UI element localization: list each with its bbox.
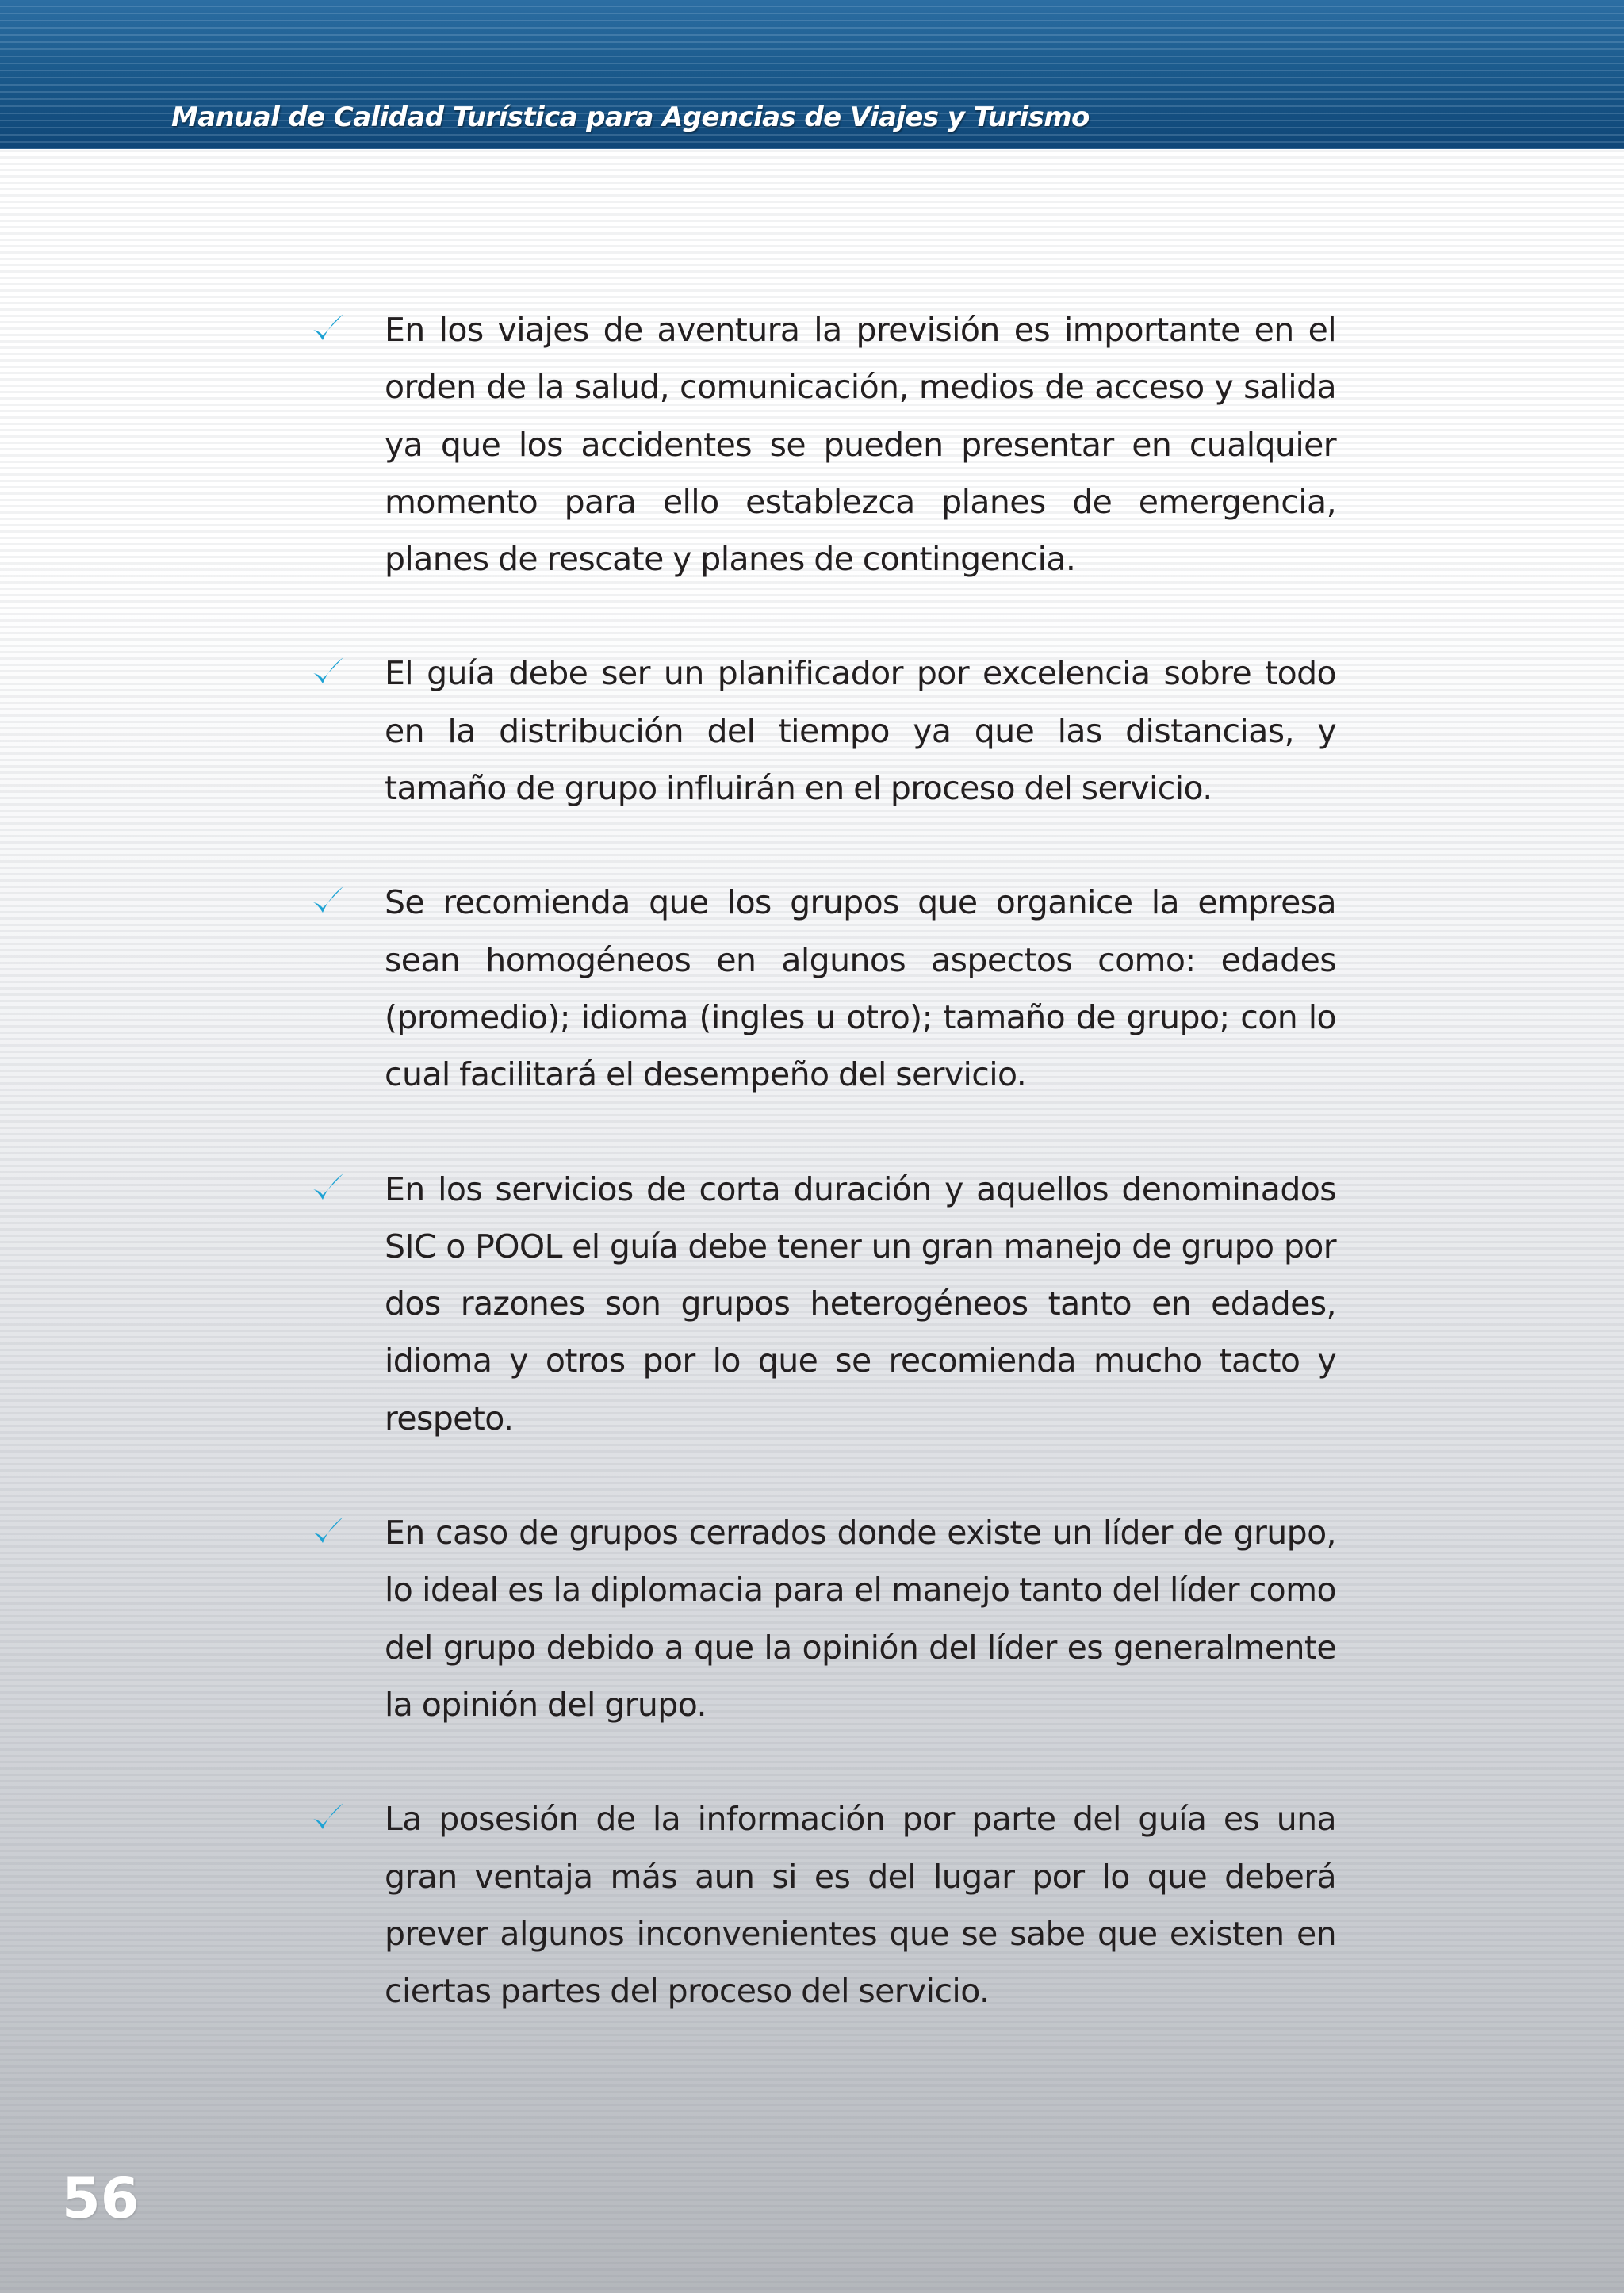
header-band: [0, 0, 1624, 149]
check-icon: [311, 1170, 346, 1205]
list-item: [0, 301, 1624, 588]
page-number: 56: [62, 2166, 140, 2231]
check-icon: [311, 883, 346, 918]
bullet-text: El guía debe ser un planificador por excelencia sobre todo en la distribución del tiempo ya que las distancias, y tamaño de grupo influirán en el proceso del servicio.: [385, 654, 1336, 808]
list-item: [0, 1790, 1624, 2019]
header-title: Manual de Calidad Turística para Agencias de Viajes y Turismo: [171, 101, 1090, 133]
bullet-text: La posesión de la información por parte del guía es una gran ventaja más aun si es del lugar por lo que deberá prever algunos inconvenientes que se sabe que existen en ciertas partes del proceso del servicio.: [385, 1800, 1336, 2011]
check-icon: [311, 654, 346, 689]
check-icon: [311, 1514, 346, 1548]
bullet-text: En los viajes de aventura la previsión es importante en el orden de la salud, comunicación, medios de acceso y salida ya que los accidentes se pueden presentar en cualquier momento para ello establezca planes de emergencia, planes de rescate y planes de contingencia.: [385, 311, 1336, 579]
list-item: [0, 874, 1624, 1103]
check-icon: [311, 1800, 346, 1835]
bullet-list: [0, 301, 1624, 2077]
bullet-text: En caso de grupos cerrados donde existe un líder de grupo, lo ideal es la diplomacia para el manejo tanto del líder como del grupo debido a que la opinión del líder es generalmente la opinión del grupo.: [385, 1514, 1336, 1724]
check-icon: [311, 311, 346, 346]
list-item: [0, 645, 1624, 817]
bullet-text: Se recomienda que los grupos que organice la empresa sean homogéneos en algunos aspectos como: edades (promedio); idioma (ingles u otro); tamaño de grupo; con lo cual facilitará el desempeño del servicio.: [385, 883, 1336, 1094]
list-item: [0, 1504, 1624, 1733]
bullet-text: En los servicios de corta duración y aquellos denominados SIC o POOL el guía debe tener un gran manejo de grupo por dos razones son grupos heterogéneos tanto en edades, idioma y otros por lo que se recomienda mucho tacto y respeto.: [385, 1169, 1336, 1437]
list-item: [0, 1161, 1624, 1447]
